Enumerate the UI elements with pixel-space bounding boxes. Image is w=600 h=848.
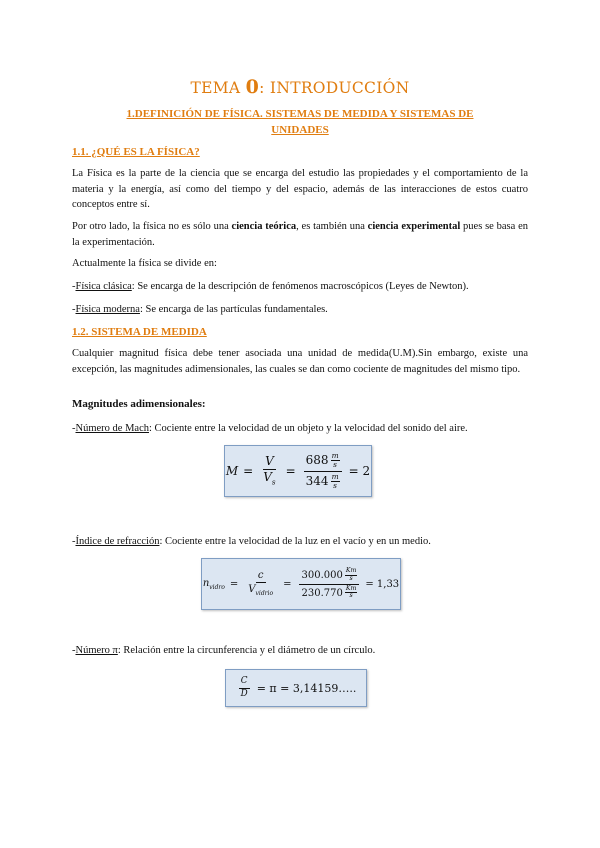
denominator: D [240,688,248,699]
formula-pi [225,669,367,707]
item-indice-refraccion [72,534,528,550]
text-run: : Se encarga de la descripción de fenómenos macroscópicos (Leyes de Newton). [131,281,469,292]
page-title [0,76,600,98]
denominator [261,470,277,486]
text-run: Por otro lado, la física no es sólo una [72,221,232,232]
text-run: pues se basa en la experimentación. [72,221,528,248]
text-run: : Relación entre la circunferencia y el diámetro de un círculo. [117,645,376,656]
title-prefix: TEMA [190,79,246,97]
dash: - [72,536,76,547]
result: = π = 3,14159….. [256,681,357,695]
numerator: C [239,677,250,689]
equals-sign: = [229,578,239,590]
fraction-speeds [299,568,359,600]
unit [345,568,358,583]
symbol: V [263,470,272,485]
fraction-c-v [246,570,275,598]
dash: - [72,281,76,292]
unit [331,473,340,490]
result: = 1,33 [365,578,400,590]
paragraph-physics-definition: La Física es la parte de la ciencia que se encarga del estudio las propiedades y el comportamiento de la materia y la energía, así como del tiempo y del espacio, además de las interacciones de estos cuatro conceptos entre sí. [72,168,528,210]
paragraph-division: Actualmente la física se divide en: [72,258,217,269]
unit [345,586,358,601]
term-fisica-clasica: Física clásica [75,281,132,292]
denominator [299,585,359,601]
subscript: s [271,477,276,487]
paragraph-theory-experiment [72,219,528,250]
unit-num: m [331,471,339,481]
unit [331,452,340,469]
section-1-heading-line1: 1.DEFINICIÓN DE FÍSICA. SISTEMAS DE MEDIDA Y SISTEMAS DE [126,108,474,120]
equals-sign: = [283,578,292,590]
text-run: : Cociente entre la velocidad de la luz en el vacío y en un medio. [159,536,431,547]
term-ciencia-teorica: ciencia teórica [231,221,297,232]
text-run: : Se encarga de las partículas fundamentales. [139,304,328,315]
term-numero-mach: Número de Mach [75,423,149,434]
symbol: n [202,577,210,589]
item-numero-pi [72,643,528,659]
dash: - [72,423,76,434]
result: = 2 [348,464,371,478]
text-run: , es también una [296,221,368,232]
unit-den: s [349,574,353,582]
fraction-c-d [239,677,250,699]
dash: - [72,304,76,315]
title-number: 0 [245,76,260,98]
paragraph-unit-of-measure: Cualquier magnitud física debe tener asociada una unidad de medida(U.M).Sin embargo, existe una excepción, las magnitudes adimensionales, las cuales se dan como cociente de magnitudes del mismo tipo. [72,348,528,375]
item-numero-mach [72,421,528,437]
formula-symbol [203,578,225,591]
formula-symbol: M [225,464,239,478]
denominator [246,583,275,598]
term-fisica-moderna: Física moderna [75,304,140,315]
fraction-speeds [304,452,342,490]
subscript: vidro [209,583,225,591]
value: 230.770 [301,587,343,599]
symbol: V [248,584,256,596]
term-ciencia-experimental: ciencia experimental [367,221,461,232]
unit-den: s [333,460,337,470]
numerator [299,568,359,585]
unit-num: Km [345,584,357,592]
unit-den: s [333,480,337,490]
unit-num: m [331,451,339,461]
value: 300.000 [301,569,343,581]
denominator [304,472,342,490]
formula-refraccion [201,558,401,610]
numerator: c [257,570,264,582]
term-indice-refraccion: Índice de refracción [75,536,160,547]
subscript: vidrio [255,590,274,598]
item-fisica-clasica [72,279,528,295]
formula-mach [224,445,372,497]
dash: - [72,645,76,656]
numerator: V [263,455,276,470]
section-1-heading-line2: UNIDADES [271,124,329,136]
subsection-1-2-heading: 1.2. SISTEMA DE MEDIDA [72,326,207,338]
magnitudes-heading: Magnitudes adimensionales: [72,398,206,410]
text-run: : Cociente entre la velocidad de un objeto y la velocidad del sonido del aire. [148,423,468,434]
numerator [304,452,342,471]
unit-den: s [349,592,353,600]
term-numero-pi: Número π [75,645,118,656]
equals-sign: = [243,464,254,478]
item-fisica-moderna [72,302,528,318]
value: 688 [305,453,329,468]
subsection-1-1-heading: 1.1. ¿QUÉ ES LA FÍSICA? [72,146,200,158]
title-suffix: : INTRODUCCIÓN [259,79,410,97]
unit-num: Km [345,566,357,574]
section-1-heading [84,106,516,138]
equals-sign: = [285,464,296,478]
fraction-v-vs [261,455,277,487]
value: 344 [305,473,329,488]
